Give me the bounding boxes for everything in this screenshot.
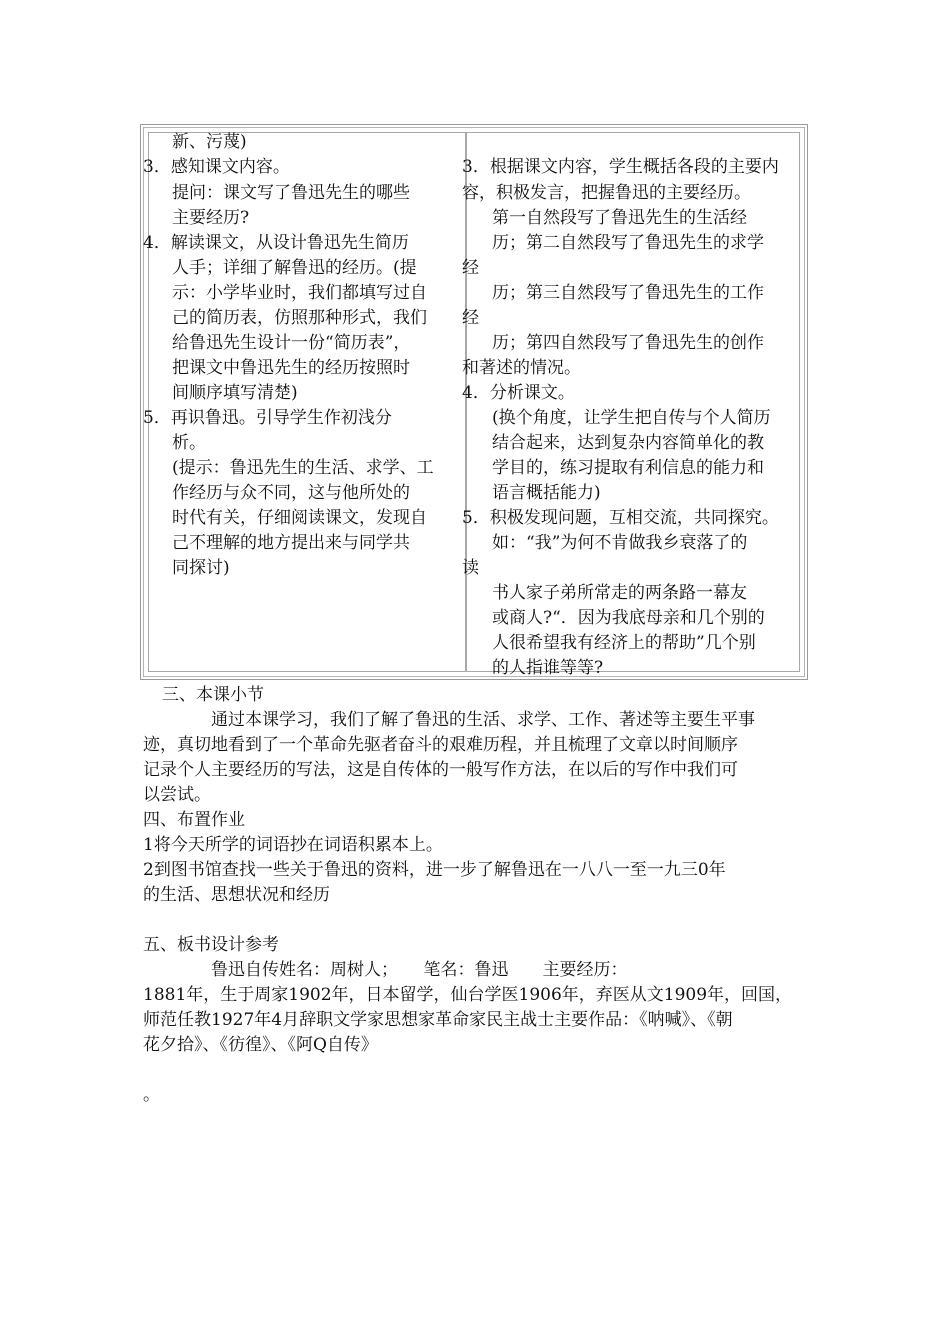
student-activity-line: 历；第三自然段写了鲁迅先生的工作 [492,283,764,303]
teacher-activity-line: 主要经历? [172,208,250,228]
body-text-line: 迹，真切地看到了一个革命先驱者奋斗的艰难历程，并且梳理了文章以时间顺序 [143,735,738,755]
student-activity-line: 5．积极发现问题，互相交流，共同探究。 [462,508,779,528]
teacher-activity-line: 示：小学毕业时，我们都填写过自 [172,283,427,303]
teacher-activity-line: 给鲁迅先生设计一份“简历表”， [172,333,411,353]
student-activity-line: 历；第二自然段写了鲁迅先生的求学 [492,233,764,253]
student-activity-line: 学目的，练习提取有利信息的能力和 [492,458,764,478]
teacher-activity-line: 5．再识鲁迅。引导学生作初浅分 [143,408,392,428]
body-text-line: 2到图书馆查找一些关于鲁迅的资料，进一步了解鲁迅在一八八一至一九三0年 [143,860,726,880]
student-activity-line: 如：“我”为何不肯做我乡衰落了的 [492,533,748,553]
body-text-line: 师范任教1927年4月辞职文学家思想家革命家民主战士主要作品：《呐喊》、《朝 [143,1010,733,1030]
teacher-activity-line: 同探讨) [172,558,230,578]
student-activity-line: 第一自然段写了鲁迅先生的生活经 [492,208,747,228]
student-activity-line: 经 [462,308,479,328]
body-text-line: 花夕拾》、《彷徨》、《阿Q自传》 [143,1035,378,1055]
teacher-activity-line: 己不理解的地方提出来与同学共 [172,533,410,553]
teacher-activity-line: 间顺序填写清楚) [172,383,298,403]
body-text-line: 鲁迅自传姓名：周树人； 笔名：鲁迅 主要经历： [211,960,628,980]
body-text-line: 的生活、思想状况和经历 [143,885,330,905]
student-activity-line: 语言概括能力) [492,483,601,503]
teacher-activity-line: 人手；详细了解鲁迅的经历。(提 [172,258,417,278]
student-activity-line: 书人家子弟所常走的两条路一幕友 [492,583,747,603]
teacher-activity-line: 把课文中鲁迅先生的经历按照时 [172,358,410,378]
body-text-line: 五、板书设计参考 [143,935,279,955]
teacher-activity-line: 己的简历表，仿照那种形式，我们 [172,308,427,328]
body-text-line: 记录个人主要经历的写法，这是自传体的一般写作方法，在以后的写作中我们可 [143,760,738,780]
student-activity-line: 3．根据课文内容，学生概括各段的主要内 [462,157,779,177]
teacher-activity-line: 提问：课文写了鲁迅先生的哪些 [172,183,410,203]
student-activity-line: 经 [462,258,479,278]
student-activity-line: 和著述的情况。 [462,358,581,378]
body-text-line: 1将今天所学的词语抄在词语积累本上。 [143,835,443,855]
student-activity-line: 或商人?“．因为我底母亲和几个别的 [492,608,765,628]
teacher-activity-line: 作经历与众不同，这与他所处的 [172,483,410,503]
teacher-activity-line: 时代有关，仔细阅读课文，发现自 [172,508,427,528]
teacher-activity-line: 3．感知课文内容。 [143,157,290,177]
body-text-line: 通过本课学习，我们了解了鲁迅的生活、求学、工作、著述等主要生平事 [211,710,755,730]
student-activity-line: 的人指谁等等? [492,658,604,678]
teacher-activity-line: 析。 [172,433,206,453]
teacher-activity-line: 新、污蔑) [172,132,247,152]
student-activity-line: 人很希望我有经济上的帮助”几个别 [492,633,756,653]
student-activity-line: 读 [462,558,479,578]
student-activity-line: 4．分析课文。 [462,383,575,403]
teacher-activity-line: (提示：鲁迅先生的生活、求学、工 [172,458,434,478]
student-activity-line: 结合起来，达到复杂内容简单化的教 [492,433,764,453]
body-text-line: 四、布置作业 [143,810,245,830]
student-activity-line: 历；第四自然段写了鲁迅先生的创作 [492,333,764,353]
body-text-line: 1881年，生于周家1902年，日本留学，仙台学医1906年，弃医从文1909年，回国， [143,985,793,1005]
body-text-line: 以尝试。 [143,785,211,805]
student-activity-line: 容，积极发言，把握鲁迅的主要经历。 [462,183,751,203]
body-text-line: 三、本课小节 [162,685,264,705]
student-activity-line: (换个角度，让学生把自传与个人简历 [492,408,771,428]
teacher-activity-line: 4．解读课文，从设计鲁迅先生简历 [143,233,409,253]
body-text-line: 。 [143,1085,160,1105]
